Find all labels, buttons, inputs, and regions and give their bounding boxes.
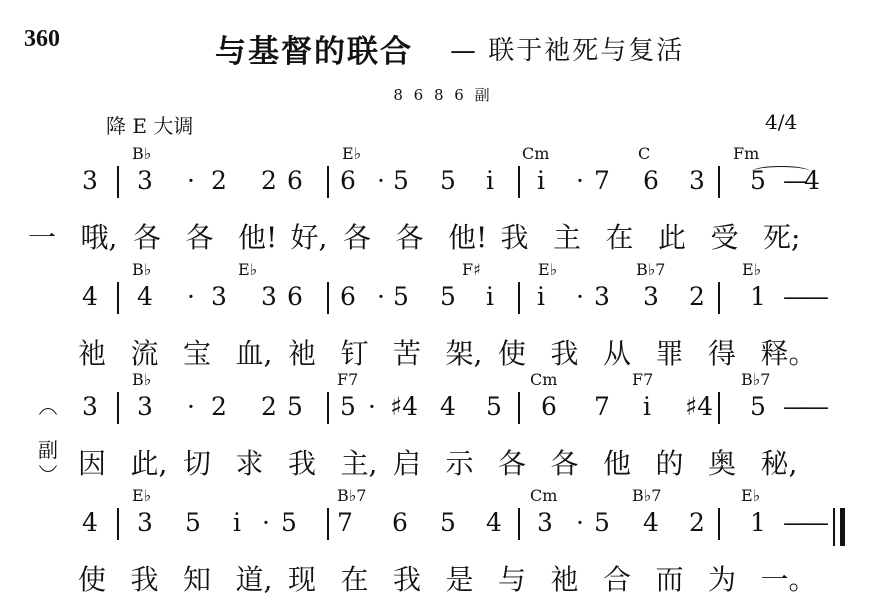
lyric-syllable: 从 (603, 337, 632, 370)
chord-symbol: B♭7 (741, 370, 771, 389)
barline (327, 166, 329, 198)
note: · (187, 166, 195, 195)
key-signature: 降 E 大调 (106, 114, 194, 138)
barline (117, 508, 119, 540)
barline (518, 508, 520, 540)
lyric-syllable: 祂 (550, 563, 579, 596)
note: 6 (287, 282, 303, 311)
lyric-syllable: 此 (658, 221, 687, 254)
chord-symbol: B♭ (132, 144, 152, 163)
lyric-syllable: 使 (498, 337, 527, 370)
note: 4 (137, 282, 153, 311)
note: 5 (340, 392, 356, 421)
lyric-syllable: 而 (655, 563, 684, 596)
note: · (187, 392, 195, 421)
lyric-syllable: 我 (130, 563, 159, 596)
lyric-syllable: 释。 (760, 337, 817, 370)
note: 5 (440, 282, 456, 311)
lyric-syllable: 哦, (80, 221, 118, 254)
lyric-syllable: 我 (393, 563, 422, 596)
barline (327, 282, 329, 314)
hymn-subtitle: — 联于祂死与复活 (450, 36, 685, 66)
note: 5 (440, 166, 456, 195)
chord-symbol: Cm (530, 370, 558, 389)
chord-symbol: E♭ (342, 144, 362, 163)
barline (518, 392, 520, 424)
note: · (576, 166, 584, 195)
lyric-syllable: 宝 (183, 337, 212, 370)
lyric-syllable: 受 (710, 221, 739, 254)
hymn-number: 360 (24, 26, 60, 52)
note: 7 (594, 392, 610, 421)
lyric-syllable: 得 (708, 337, 737, 370)
lyric-syllable: 血, (235, 337, 273, 370)
lyric-syllable: 主 (553, 221, 582, 254)
note: · (368, 392, 376, 421)
chord-symbol: F♯ (462, 260, 481, 279)
note: · (377, 166, 385, 195)
note: i (486, 166, 494, 195)
note: 4 (82, 508, 98, 537)
note: i (537, 166, 545, 195)
lyric-syllable: 此, (130, 447, 168, 480)
note: 3 (537, 508, 553, 537)
chord-symbol: B♭ (132, 260, 152, 279)
lyric-syllable: 一。 (760, 563, 817, 596)
note: — (804, 282, 829, 311)
lyric-syllable: 现 (288, 563, 317, 596)
note: 5 (281, 508, 297, 537)
note: 5 (393, 282, 409, 311)
lyric-syllable: 各 (185, 221, 214, 254)
chord-symbol: E♭ (742, 260, 762, 279)
lyric-syllable: 他 (603, 447, 632, 480)
lyric-syllable: 祂 (78, 337, 107, 370)
chord-symbol: E♭ (132, 486, 152, 505)
note: — (783, 166, 808, 195)
note: 3 (211, 282, 227, 311)
note: 1 (750, 508, 766, 537)
note: 4 (643, 508, 659, 537)
note: 2 (211, 392, 227, 421)
note: 3 (137, 392, 153, 421)
chord-symbol: B♭7 (636, 260, 666, 279)
lyric-syllable: 求 (235, 447, 264, 480)
lyric-syllable: 启 (393, 447, 422, 480)
note: i (537, 282, 545, 311)
note: 2 (261, 392, 277, 421)
note: 3 (137, 166, 153, 195)
note: 5 (287, 392, 303, 421)
lyric-syllable: 各 (343, 221, 372, 254)
note: 3 (261, 282, 277, 311)
chord-symbol: Cm (522, 144, 550, 163)
note: 4 (486, 508, 502, 537)
note: ♯4 (685, 392, 714, 421)
chord-symbol: E♭ (741, 486, 761, 505)
hymn-title: 与基督的联合 (215, 34, 413, 70)
lyric-syllable: 因 (78, 447, 107, 480)
note: 5 (440, 508, 456, 537)
lyric-syllable: 合 (603, 563, 632, 596)
note: 6 (340, 282, 356, 311)
note: 2 (689, 282, 705, 311)
time-signature: 4/4 (765, 110, 798, 134)
tie-mark (752, 166, 810, 177)
meter-label: 8 6 8 6 副 (393, 86, 493, 104)
lyric-syllable: 苦 (393, 337, 422, 370)
lyric-syllable: 使 (78, 563, 107, 596)
barline (117, 392, 119, 424)
barline (518, 282, 520, 314)
note: 5 (750, 392, 766, 421)
chord-symbol: B♭7 (337, 486, 367, 505)
lyric-syllable: 在 (605, 221, 634, 254)
note: 2 (211, 166, 227, 195)
note: 1 (750, 282, 766, 311)
barline (718, 282, 720, 314)
lyric-syllable: 秘, (760, 447, 798, 480)
note: 5 (185, 508, 201, 537)
lyric-syllable: 流 (130, 337, 159, 370)
lyric-syllable: 我 (550, 337, 579, 370)
note: 4 (804, 166, 820, 195)
barline (117, 282, 119, 314)
final-barline-thin (833, 508, 835, 546)
barline (718, 508, 720, 540)
note: · (187, 282, 195, 311)
lyric-syllable: 祂 (288, 337, 317, 370)
barline (327, 392, 329, 424)
note: 3 (82, 392, 98, 421)
note: 4 (440, 392, 456, 421)
note: 2 (689, 508, 705, 537)
lyric-syllable: 架, (445, 337, 483, 370)
note: · (262, 508, 270, 537)
lyric-syllable: 罪 (655, 337, 684, 370)
chord-symbol: C (638, 144, 651, 163)
chord-symbol: F7 (337, 370, 359, 389)
lyric-syllable: 好, (290, 221, 328, 254)
chord-symbol: B♭7 (632, 486, 662, 505)
lyric-syllable: 示 (445, 447, 474, 480)
note: i (233, 508, 241, 537)
barline (718, 392, 720, 424)
note: · (576, 282, 584, 311)
chord-symbol: E♭ (238, 260, 258, 279)
note: 6 (643, 166, 659, 195)
note: 7 (337, 508, 353, 537)
lyric-syllable: 各 (498, 447, 527, 480)
chord-symbol: E♭ (538, 260, 558, 279)
lyric-syllable: 切 (183, 447, 212, 480)
note: — (804, 508, 829, 537)
note: 5 (750, 166, 766, 195)
lyric-syllable: 在 (340, 563, 369, 596)
note: · (576, 508, 584, 537)
barline (117, 166, 119, 198)
note: 6 (340, 166, 356, 195)
note: ♯4 (390, 392, 419, 421)
final-barline-thick (840, 508, 845, 546)
note: 5 (594, 508, 610, 537)
barline (518, 166, 520, 198)
chord-symbol: Fm (733, 144, 760, 163)
note: 6 (287, 166, 303, 195)
note: · (377, 282, 385, 311)
part-label: 副 (38, 438, 58, 462)
note: — (783, 508, 808, 537)
note: — (783, 392, 808, 421)
note: 5 (486, 392, 502, 421)
lyric-syllable: 我 (500, 221, 529, 254)
note: 6 (541, 392, 557, 421)
note: 3 (594, 282, 610, 311)
lyric-syllable: 的 (655, 447, 684, 480)
lyric-syllable: 各 (395, 221, 424, 254)
lyric-syllable: 是 (445, 563, 474, 596)
lyric-syllable: 他! (448, 221, 488, 254)
note: 4 (82, 282, 98, 311)
lyric-syllable: 知 (183, 563, 212, 596)
chord-symbol: F7 (632, 370, 654, 389)
chord-symbol: B♭ (132, 370, 152, 389)
note: 6 (392, 508, 408, 537)
note: 3 (137, 508, 153, 537)
note: 7 (594, 166, 610, 195)
note: 2 (261, 166, 277, 195)
chord-symbol: Cm (530, 486, 558, 505)
lyric-syllable: 各 (550, 447, 579, 480)
lyric-syllable: 为 (708, 563, 737, 596)
note: i (486, 282, 494, 311)
note: 5 (393, 166, 409, 195)
barline (718, 166, 720, 198)
lyric-syllable: 他! (238, 221, 278, 254)
lyric-syllable: 死; (763, 221, 801, 254)
lyric-syllable: 我 (288, 447, 317, 480)
note: 3 (82, 166, 98, 195)
note: — (783, 282, 808, 311)
lyric-syllable: 主, (340, 447, 378, 480)
barline (327, 508, 329, 540)
lyric-syllable: 奥 (708, 447, 737, 480)
lyric-syllable: 钉 (340, 337, 369, 370)
note: 3 (643, 282, 659, 311)
lyric-syllable: 一 (28, 221, 57, 254)
lyric-syllable: 与 (498, 563, 527, 596)
note: 3 (689, 166, 705, 195)
lyric-syllable: 各 (133, 221, 162, 254)
note: — (804, 392, 829, 421)
note: i (643, 392, 651, 421)
lyric-syllable: 道, (235, 563, 273, 596)
